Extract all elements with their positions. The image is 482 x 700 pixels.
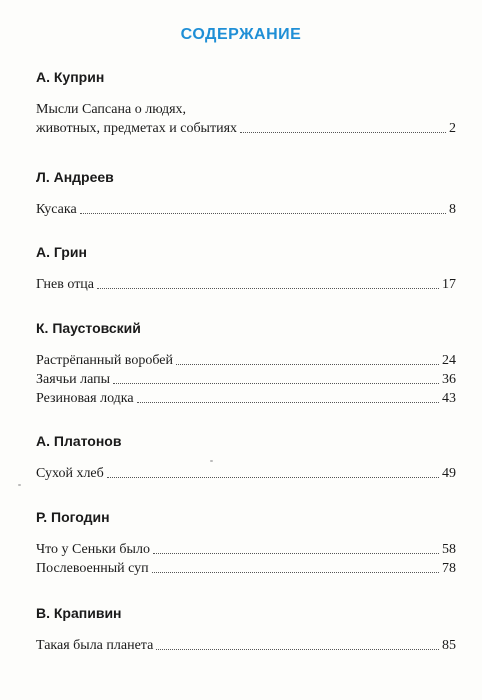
author-name: Л. Андреев: [36, 169, 114, 185]
entry-title: Растрёпанный воробей: [36, 353, 173, 368]
entry-page: 78: [442, 561, 456, 576]
entry-page: 2: [449, 121, 456, 136]
author-name: А. Грин: [36, 244, 87, 260]
entry-title: Кусака: [36, 202, 77, 217]
toc-section-pogodin: [36, 508, 456, 578]
dot-leader: [240, 131, 446, 133]
toc-section-paustovsky: [36, 319, 456, 408]
entry-title: Такая была планета: [36, 638, 154, 653]
page-title: СОДЕРЖАНИЕ: [180, 26, 302, 43]
toc-section-grin: [36, 243, 456, 294]
entry-page: 58: [442, 542, 456, 557]
author-name: В. Крапивин: [36, 605, 122, 621]
entry-page: 24: [442, 353, 456, 368]
toc-entry[interactable]: [36, 389, 456, 408]
toc-entry[interactable]: [36, 351, 456, 370]
dot-leader: [153, 552, 439, 554]
entry-title: Резиновая лодка: [36, 391, 134, 406]
toc-section-krapivin: [36, 604, 456, 655]
entry-title: Гнев отца: [36, 277, 95, 292]
author-name: А. Куприн: [36, 69, 105, 85]
entry-page: 17: [442, 277, 456, 292]
author-name: Р. Погодин: [36, 509, 110, 525]
toc-entry[interactable]: [36, 540, 456, 559]
entry-page: 49: [442, 466, 456, 481]
entry-title-line1: Мысли Сапсана о людях,: [36, 102, 187, 117]
dot-leader: [176, 363, 439, 365]
toc-section-platonov: [36, 432, 456, 483]
author-name: К. Паустовский: [36, 320, 141, 336]
dot-leader: [152, 571, 439, 573]
entry-page: 8: [449, 202, 456, 217]
entry-title: Что у Сеньки было: [36, 542, 150, 557]
print-speck: [18, 484, 21, 486]
entry-page: 43: [442, 391, 456, 406]
toc-section-kuprin: [36, 68, 456, 138]
entry-page: 36: [442, 372, 456, 387]
print-speck: [210, 460, 213, 462]
toc-entry[interactable]: [36, 200, 456, 219]
toc-entry[interactable]: [36, 464, 456, 483]
entry-title: Послевоенный суп: [36, 561, 149, 576]
toc-section-andreev: [36, 168, 456, 219]
entry-title: Сухой хлеб: [36, 466, 104, 481]
dot-leader: [156, 648, 439, 650]
dot-leader: [137, 401, 439, 403]
toc-entry[interactable]: [36, 119, 456, 138]
dot-leader: [97, 287, 439, 289]
toc-entry[interactable]: [36, 559, 456, 578]
dot-leader: [107, 476, 439, 478]
entry-title: животных, предметах и событиях: [36, 121, 238, 136]
dot-leader: [113, 382, 439, 384]
toc-entry[interactable]: [36, 275, 456, 294]
toc-entry[interactable]: [36, 636, 456, 655]
dot-leader: [80, 212, 446, 214]
toc-entry[interactable]: [36, 370, 456, 389]
entry-title: Заячьи лапы: [36, 372, 110, 387]
author-name: А. Платонов: [36, 433, 122, 449]
entry-page: 85: [442, 638, 456, 653]
